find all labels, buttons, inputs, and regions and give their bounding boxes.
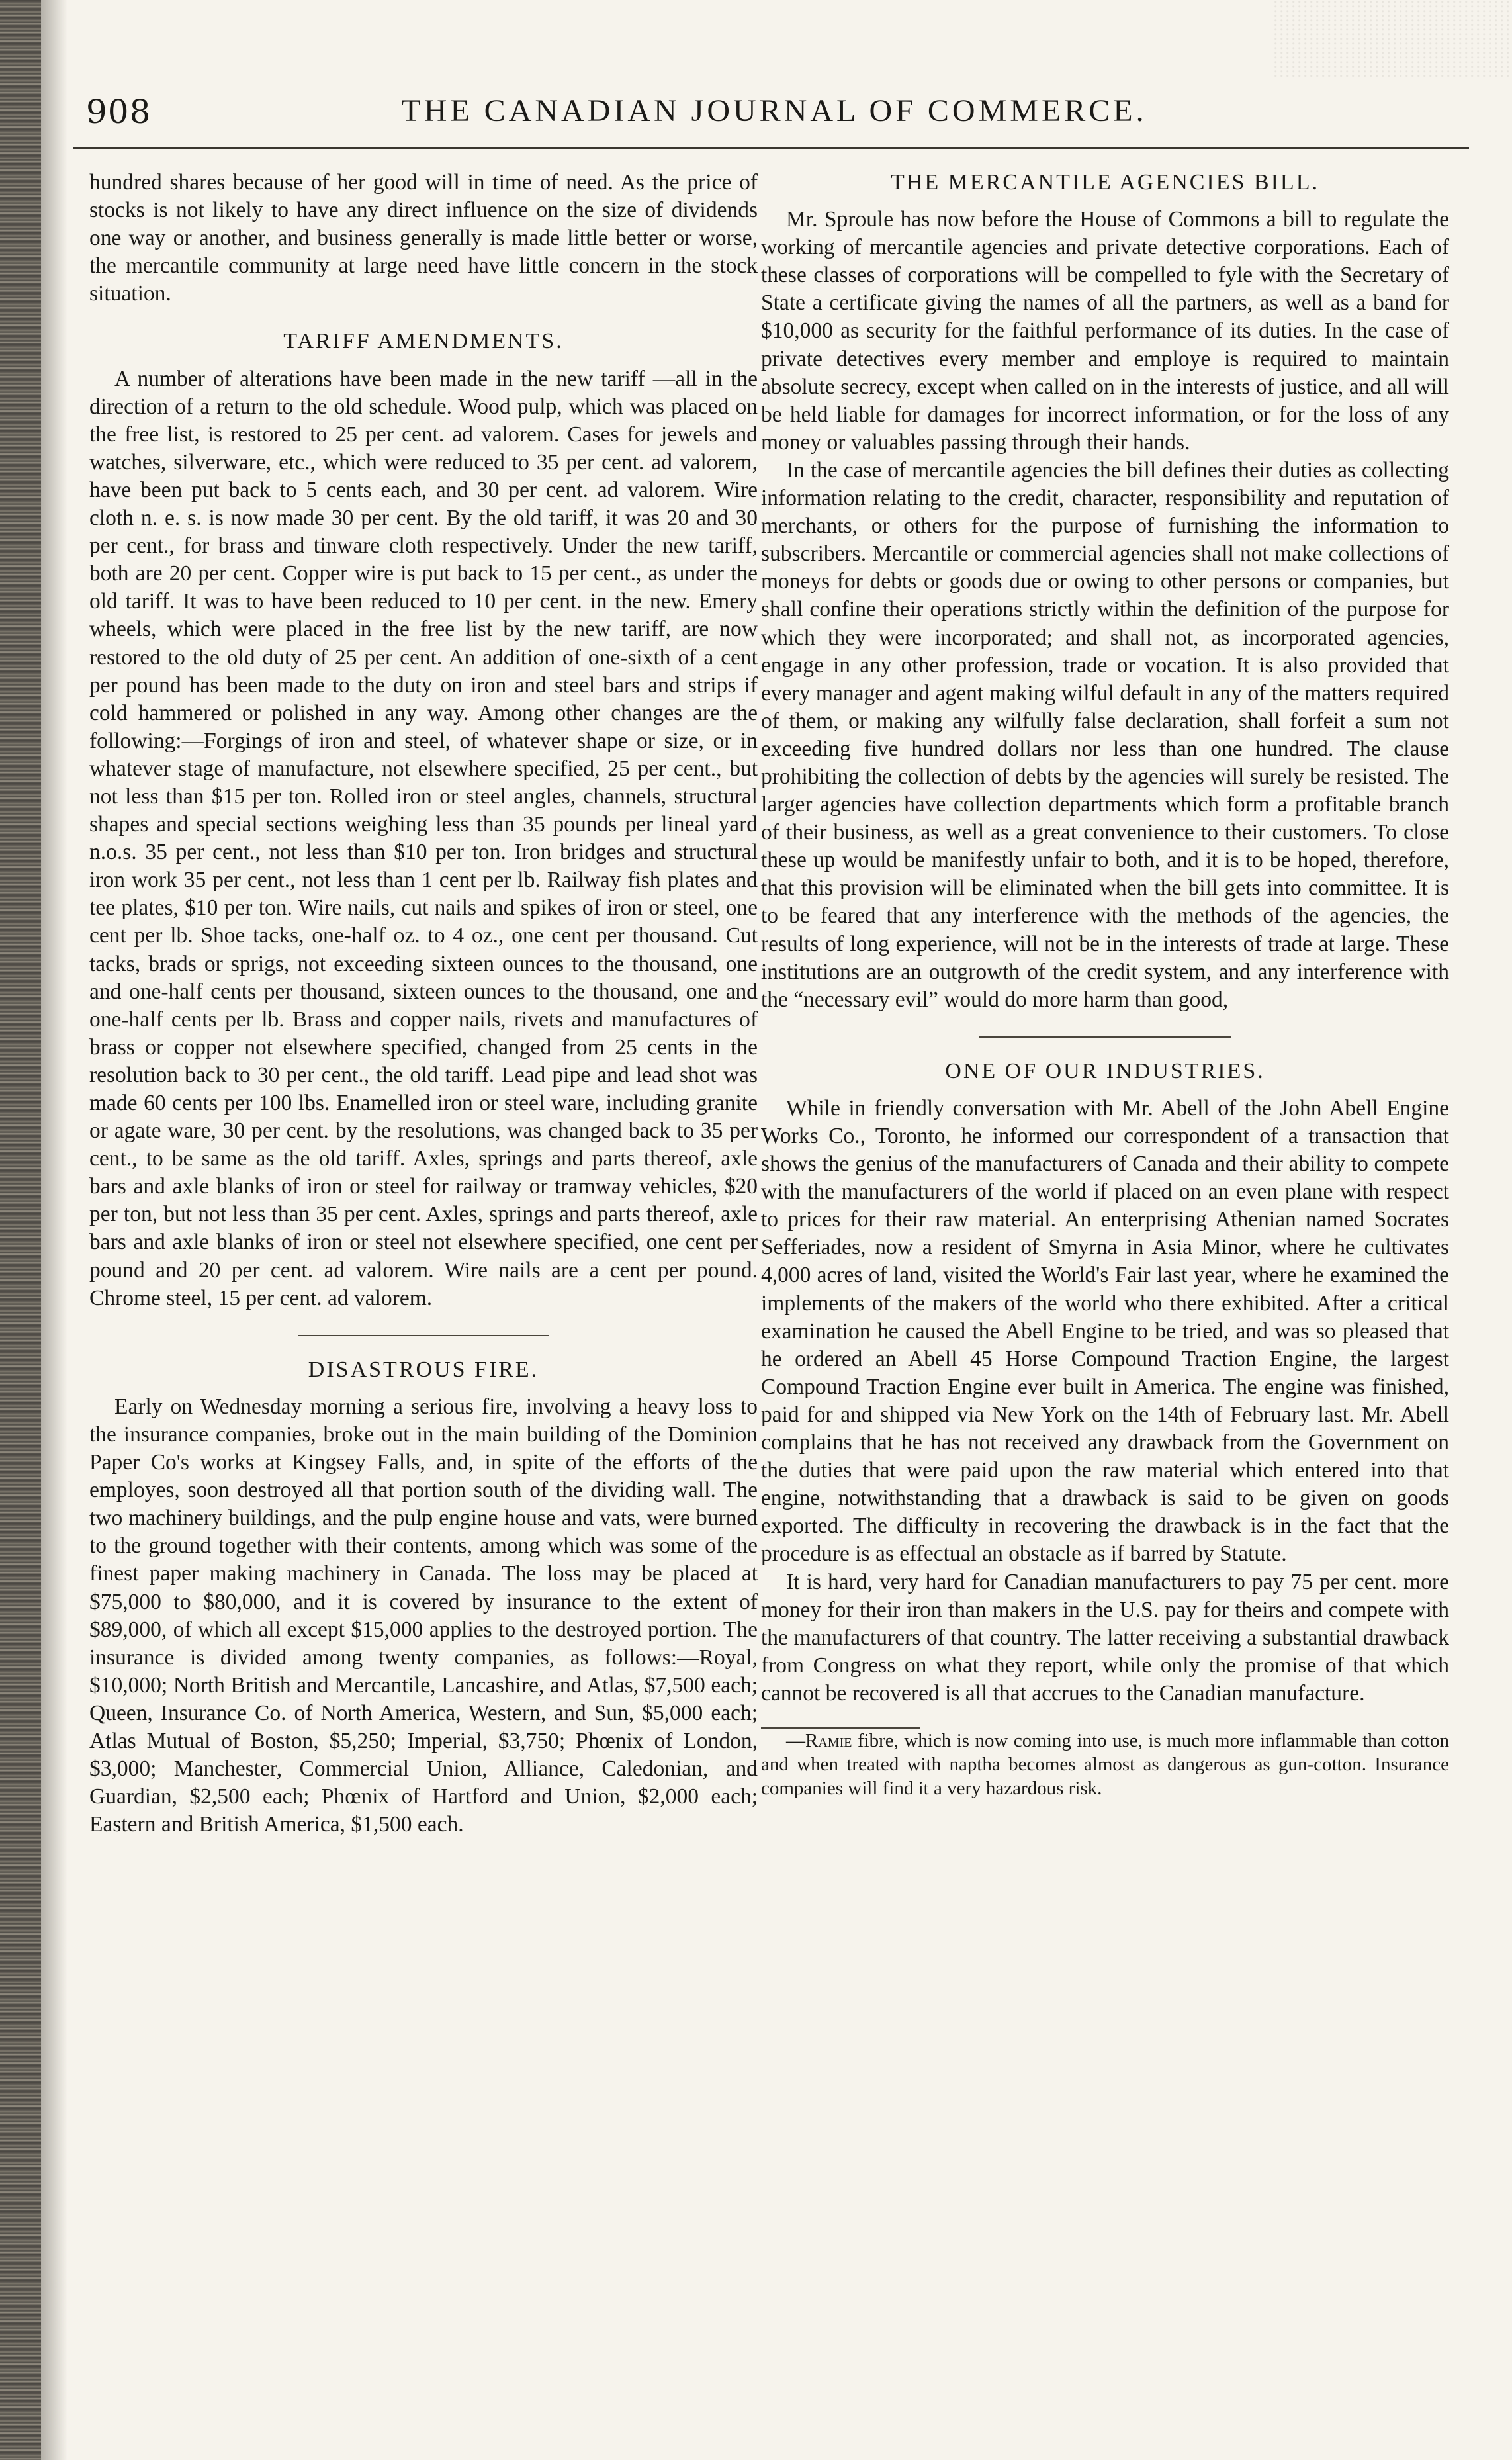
tariff-title: TARIFF AMENDMENTS. <box>283 329 564 354</box>
left-column <box>89 169 758 1839</box>
industries-title: ONE OF OUR INDUSTRIES. <box>945 1058 1265 1083</box>
page-binding-edge <box>0 0 41 2460</box>
page-header <box>86 87 1462 140</box>
binding-shadow <box>41 0 67 2460</box>
ramie-footnote <box>761 1729 1449 1800</box>
agencies-paragraph-1: Mr. Sproule has now before the House of Commons a bill to regulate the working of mercantile agencies and private detective corporations. Each of these classes of corporations will be compelled to fyle with the Secretary of State a certificate giving the names of all the partners, as well as a band for $10,000 as security for the faithful performance of its duties. In the case of private detectives every member and employe is required to maintain absolute secrecy, except when called on in the interests of justice, and all will be held liable for damages for incorrect information, or for the loss of any money or valuables passing through their hands. <box>761 207 1449 455</box>
agencies-paragraph-2: In the case of mercantile agencies the bill defines their duties as collecting information relating to the credit, character, responsibility and reputation of merchants, or others for the purpose of furnishing the information to subscribers. Mercantile or commercial agencies shall not make collections of moneys for debts or goods due or owing to other persons or companies, but shall confine their operations strictly within the definition of the purpose for which they were incorporated; and shall not, as incorporated agencies, engage in any other profession, trade or vocation. It is also provided that every manager and agent making wilful default in any of the matters required of them, or making any wilfully false declaration, shall forfeit a sum not exceeding five hundred dollars nor less than one hundred. The clause prohibiting the collection of debts by the agencies will surely be resisted. The larger agencies have collection departments which form a profitable branch of their business, as well as a great convenience to their customers. To close these up would be manifestly unfair to both, and it is to be hoped, therefore, that this provision will be eliminated when the bill gets into committee. It is to be feared that any interference with the methods of the agencies, the results of long experience, will not be in the interests of trade at large. These institutions are an outgrowth of the credit system, and any interference with the “necessary evil” would do more harm than good, <box>761 457 1449 1012</box>
section-divider <box>298 1335 549 1336</box>
header-rule <box>73 147 1469 149</box>
industries-paragraph-1: While in friendly conversation with Mr. Abell of the John Abell Engine Works Co., Toronto, he informed our correspondent of a transaction that shows the genius of the manufacturers of Canada and their ability to compete with the manufacturers of the world if placed on an even plane with respect to prices for their raw material. An enterprising Athenian named Socrates Sefferiades, now a resident of Smyrna in Asia Minor, where he cultivates 4,000 acres of land, visited the World's Fair last year, where he examined the implements of the makers of the world who there exhibited. After a critical examination he caused the Abell Engine to be tried, and was so pleased that he ordered an Abell 45 Horse Compound Traction Engine, the largest Compound Traction Engine ever built in America. The engine was finished, paid for and shipped via New York on the 14th of February last. Mr. Abell complains that he has not received any drawback from the Government on the duties that were paid upon the raw material which entered into that engine, notwithstanding that a drawback is said to be given on goods exported. The difficulty in recovering the drawback is in the fact that the procedure is as effectual an obstacle as if barred by Statute. <box>761 1095 1449 1567</box>
section-divider <box>979 1036 1231 1038</box>
tariff-body: A number of alterations have been made in the new tariff —all in the direction of a return to the old schedule. Wood pulp, which was placed on the free list, is restored to 25 per cent. ad valorem. Cases for jewels and watches, silverware, etc., which were reduced to 35 per cent. ad valorem, have been put back to 5 cents each, and 30 per cent. ad valorem. Wire cloth n. e. s. is now made 30 per cent. By the old tariff, it was 20 and 30 per cent., for brass and tinware cloth respectively. Under the new tariff, both are 20 per cent. Copper wire is put back to 15 per cent., as under the old tariff. It was to have been reduced to 10 per cent. in the new. Emery wheels, which were placed in the free list by the new tariff, are now restored to the old duty of 25 per cent. An addition of one-sixth of a cent per pound has been made to the duty on iron and steel bars and strips if cold hammered or polished in any way. Among other changes are the following:—Forgings of iron and steel, of whatever shape or size, or in whatever stage of manufacture, not elsewhere specified, 25 per cent., but not less than $15 per ton. Rolled iron or steel angles, channels, structural shapes and special sections weighing less than 35 pounds per lineal yard n.o.s. 35 per cent., not less than $10 per ton. Iron bridges and structural iron work 35 per cent., not less than 1 cent per lb. Railway fish plates and tee plates, $10 per ton. Wire nails, cut nails and spikes of iron or steel, one cent per lb. Shoe tacks, one-half oz. to 4 oz., one cent per thousand. Cut tacks, brads or sprigs, not exceeding sixteen ounces to the thousand, one and one-half cents per thousand, sixteen ounces to the thousand, one and one-half cents per lb. Brass and copper nails, rivets and manufactures of brass or copper not elsewhere specified, changed from 25 cents in the resolution back to 30 per cent., the old tariff. Lead pipe and lead shot was made 60 cents per 100 lbs. Enamelled iron or steel ware, including granite or agate ware, 30 per cent. by the resolutions, was changed back to 35 per cent., to be same as the old tariff. Axles, springs and parts thereof, axle bars and axle blanks of iron or steel for railway or tramway vehicles, $20 per ton, but not less than 35 per cent. Axles, springs and parts thereof, axle bars and axle blanks of iron or steel not elsewhere specified, one cent per pound and 20 per cent. ad valorem. Wire nails are a cent per pound. Chrome steel, 15 per cent. ad valorem. <box>89 366 758 1310</box>
industries-paragraph-2: It is hard, very hard for Canadian manufacturers to pay 75 per cent. more money for their iron than makers in the U.S. pay for theirs and compete with the manufacturers of that country. The latter receiving a substantial drawback from Congress on what they report, while only the promise of that which cannot be recovered is all that accrues to the Canadian manufacture. <box>761 1569 1449 1706</box>
footnote-lead: —Ramie <box>786 1729 852 1751</box>
agencies-title: THE MERCANTILE AGENCIES BILL. <box>891 170 1319 195</box>
paper-speckle <box>1274 0 1512 79</box>
page-number: 908 <box>86 93 152 131</box>
footnote-body: fibre, which is now coming into use, is much more inflammable than cotton and when treated with naptha becomes almost as dangerous as gun-cotton. Insurance companies will find it a very hazardous risk. <box>761 1729 1449 1799</box>
right-column <box>761 169 1449 1800</box>
fire-title: DISASTROUS FIRE. <box>308 1357 539 1382</box>
intro-paragraph: hundred shares because of her good will in time of need. As the price of stocks is not likely to have any direct influence on the size of dividends one way or another, and business generally is made little better or worse, the mercantile community at large need have little concern in the stock situation. <box>89 170 758 306</box>
journal-title: THE CANADIAN JOURNAL OF COMMERCE. <box>401 93 1147 128</box>
fire-body: Early on Wednesday morning a serious fire, involving a heavy loss to the insurance companies, broke out in the main building of the Dominion Paper Co's works at Kingsey Falls, and, in spite of the efforts of the employes, soon destroyed all that portion south of the dividing wall. The two machinery buildings, and the pulp engine house and vats, were burned to the ground together with their contents, among which was some of the finest paper making machinery in Canada. The loss may be placed at $75,000 to $80,000, and it is covered by insurance to the extent of $89,000, of which all except $15,000 applies to the destroyed portion. The insurance is divided among twenty companies, as follows:—Royal, $10,000; North British and Mercantile, Lancashire, and Atlas, $7,500 each; Queen, Insurance Co. of North America, Western, and Sun, $5,000 each; Atlas Mutual of Boston, $5,250; Imperial, $3,750; Phœnix of London, $3,000; Manchester, Commercial Union, Alliance, Caledonian, and Guardian, $2,500 each; Phœnix of Hartford and Union, $2,000 each; Eastern and British America, $1,500 each. <box>89 1394 758 1837</box>
